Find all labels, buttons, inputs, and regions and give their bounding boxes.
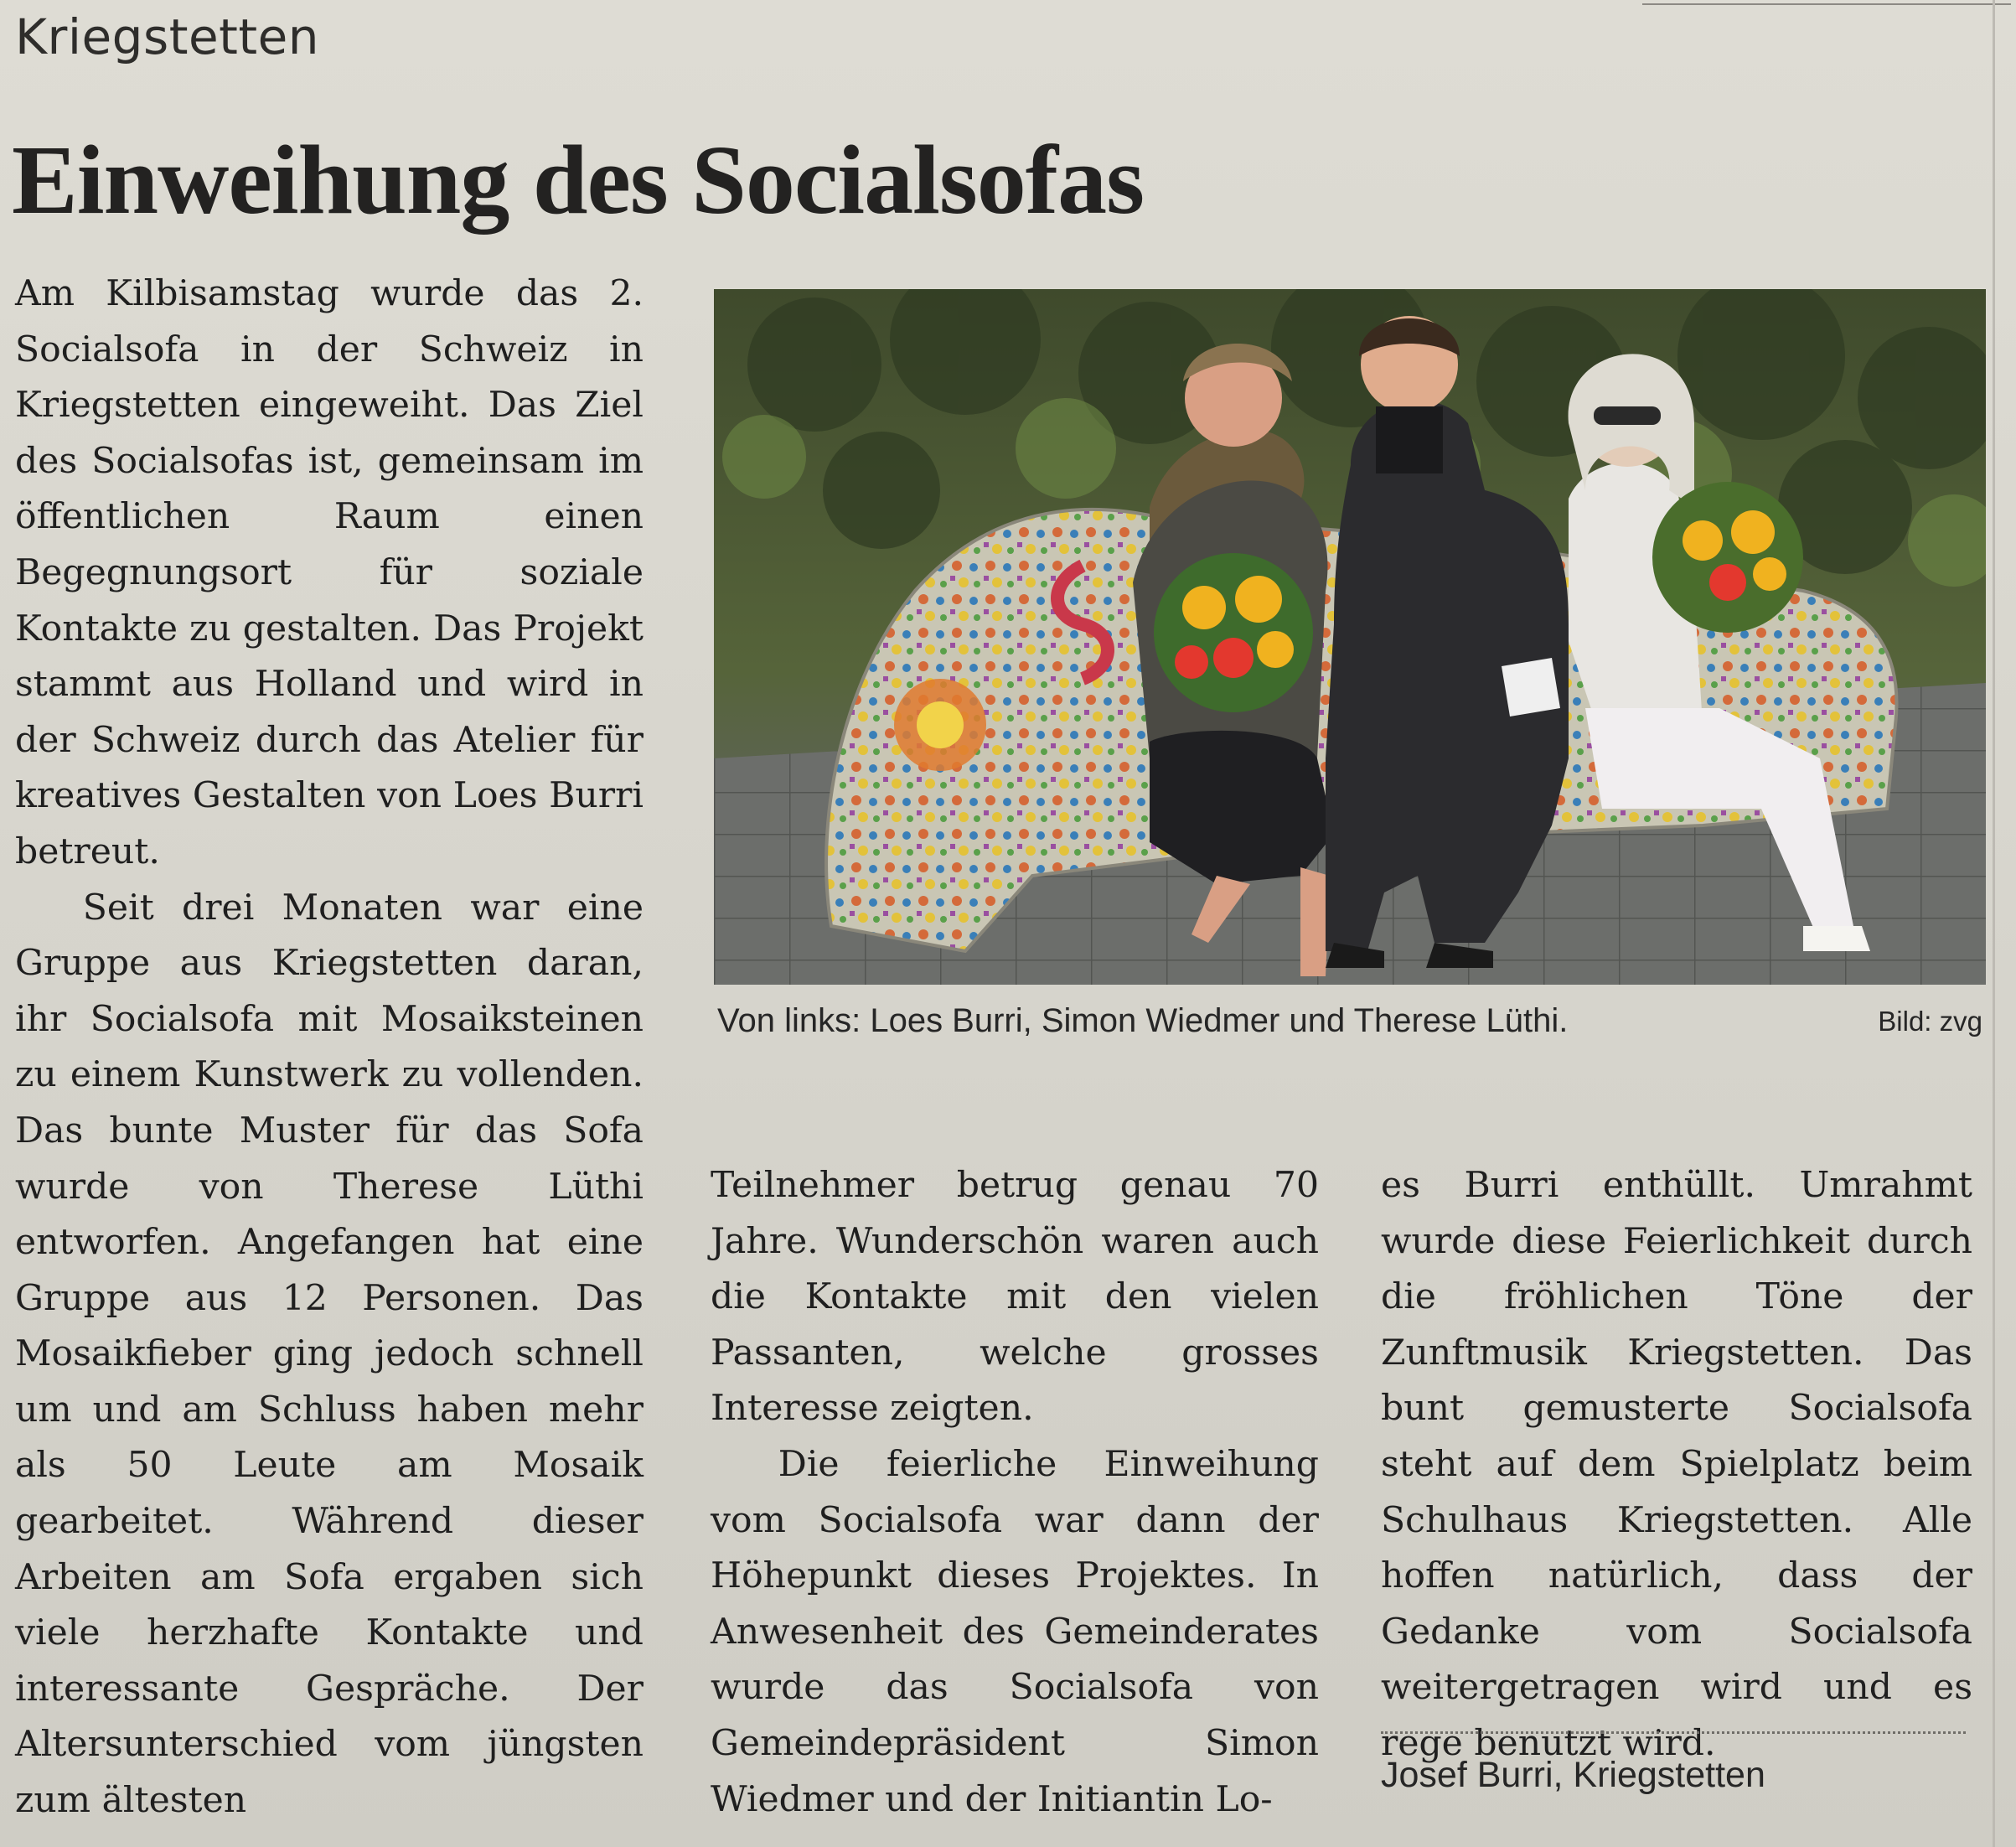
text-column-2 — [711, 1158, 1319, 1828]
paragraph: Teilnehmer betrug genau 70 Jahre. Wunderschön waren auch die Kontakte mit den vielen Passanten, welche grosses Interesse zeigten. — [711, 1165, 1319, 1430]
top-rule — [1642, 3, 2011, 5]
article-photo — [714, 289, 1986, 985]
paragraph: Seit drei Monaten war eine Gruppe aus Kriegstetten daran, ihr Socialsofa mit Mosaiksteinen zu einem Kunstwerk zu vollenden. Das bunte Muster für das Sofa wurde von Therese Lüthi entworfen. Angefangen hat eine Gruppe aus 12 Personen. Das Mosaikfieber ging jedoch schnell um und am Schluss haben mehr als 50 Leute am Mosaik gearbeitet. Während dieser Arbeiten am Sofa ergaben sich viele herzhafte Kontakte und interessante Gespräche. Der Altersunterschied vom jüngsten zum ältesten — [15, 887, 644, 1822]
photo-illustration — [714, 289, 1986, 985]
headline: Einweihung des Socialsofas — [12, 125, 1144, 235]
caption-text: Von links: Loes Burri, Simon Wiedmer und Therese Lüthi. — [717, 1002, 1569, 1039]
section-kicker: Kriegstetten — [15, 8, 320, 65]
photo-credit: Bild: zvg — [1878, 1006, 1982, 1037]
author-byline: Josef Burri, Kriegstetten — [1381, 1755, 1765, 1795]
paragraph: es Burri enthüllt. Umrahmt wurde diese Feierlichkeit durch die fröhlichen Töne der Zunftmusik Kriegstetten. Das bunt gemusterte Socialsofa steht auf dem Spielplatz beim Schulhaus Kriegstetten. Alle hoffen natürlich, dass der Gedanke vom Socialsofa weitergetragen wird und es rege benutzt wird. — [1381, 1165, 1972, 1764]
byline-divider — [1381, 1731, 1966, 1734]
page-edge — [1993, 0, 1995, 1847]
text-column-3 — [1381, 1158, 1972, 1772]
paragraph: Die feierliche Einweihung vom Socialsofa war dann der Höhepunkt dieses Projektes. In Anwesenheit des Gemeinderates wurde das Socialsofa von Gemeindepräsident Simon Wiedmer und der Initiantin Lo- — [711, 1443, 1319, 1820]
text-column-1 — [15, 266, 644, 1829]
paragraph: Am Kilbisamstag wurde das 2. Socialsofa in der Schweiz in Kriegstetten eingeweiht. Das Ziel des Socialsofas ist, gemeinsam im öffentlichen Raum einen Begegnungsort für soziale Kontakte zu gestalten. Das Projekt stammt aus Holland und wird in der Schweiz durch das Atelier für kreatives Gestalten von Loes Burri betreut. — [15, 273, 644, 872]
